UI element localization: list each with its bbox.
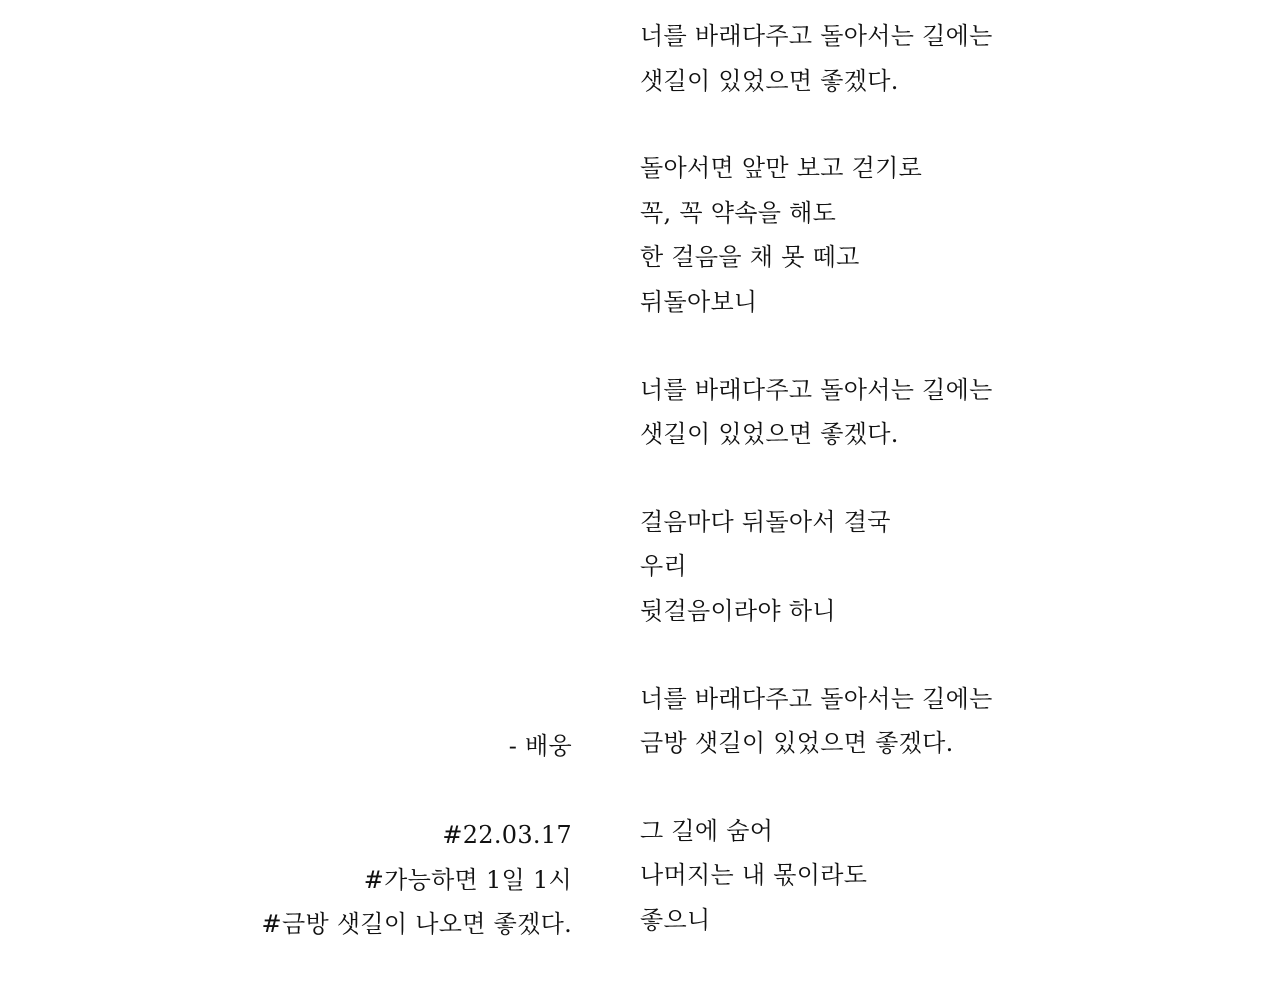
poem-line: 우리 <box>640 552 687 581</box>
poem-line: 꼭, 꼭 약속을 해도 <box>640 198 837 227</box>
stanza <box>640 809 1240 943</box>
poem-author: - 배웅 <box>508 732 572 760</box>
stanza <box>640 677 1240 766</box>
stanza <box>640 368 1240 457</box>
stanza <box>640 14 1240 103</box>
tag-shortcut: #금방 샛길이 나오면 좋겠다. <box>261 910 572 939</box>
tag-list <box>52 813 572 947</box>
tag-date: #22.03.17 <box>442 821 572 849</box>
poem-line: 금방 샛길이 있었으면 좋겠다. <box>640 729 954 758</box>
tag-daily-poem: #가능하면 1일 1시 <box>363 865 572 894</box>
poem-line: 너를 바래다주고 돌아서는 길에는 <box>640 375 993 404</box>
poem-line: 좋으니 <box>640 905 711 934</box>
poem-line: 그 길에 숨어 <box>640 816 774 845</box>
poem-line: 샛길이 있었으면 좋겠다. <box>640 420 899 449</box>
poem-line: 너를 바래다주고 돌아서는 길에는 <box>640 684 993 713</box>
poem-line: 나머지는 내 몫이라도 <box>640 861 868 890</box>
poem <box>640 14 1240 986</box>
stanza <box>640 500 1240 634</box>
poem-line: 뒤돌아보니 <box>640 287 758 316</box>
poem-line: 걸음마다 뒤돌아서 결국 <box>640 507 891 536</box>
poem-line: 한 걸음을 채 못 떼고 <box>640 243 860 272</box>
poem-line: 샛길이 있었으면 좋겠다. <box>640 66 899 95</box>
poem-line: 너를 바래다주고 돌아서는 길에는 <box>640 22 993 50</box>
poem-line: 뒷걸음이라야 하니 <box>640 596 836 625</box>
stanza <box>640 146 1240 324</box>
poem-line: 돌아서면 앞만 보고 걷기로 <box>640 154 923 183</box>
